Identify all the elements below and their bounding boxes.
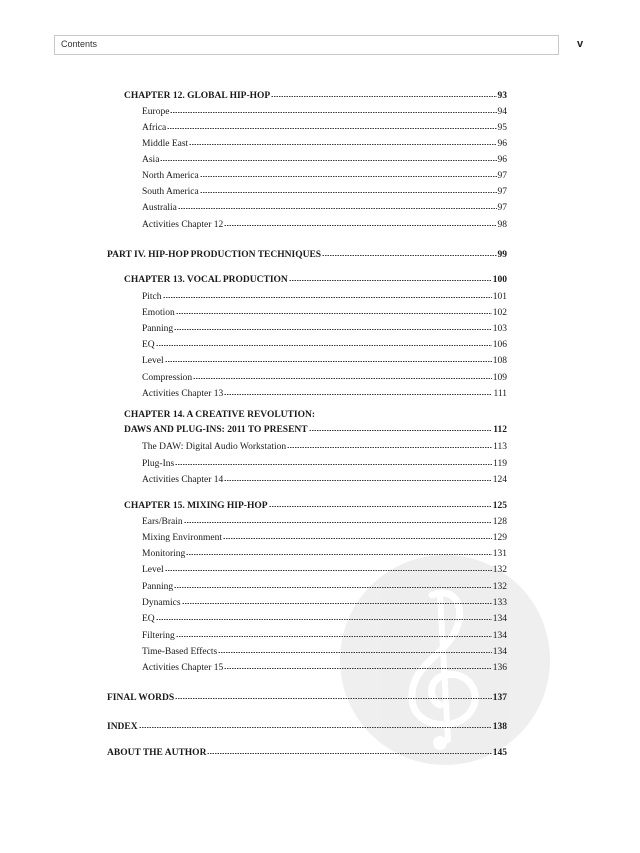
leader-dots: [174, 320, 492, 331]
leader-dots: [289, 271, 492, 282]
leader-dots: [174, 578, 492, 589]
leader-dots: [269, 497, 492, 508]
leader-dots: [309, 421, 493, 432]
leader-dots: [163, 288, 492, 299]
leader-dots: [184, 513, 492, 524]
toc-entry[interactable]: EQ 134: [142, 610, 507, 625]
toc-entry[interactable]: Level 132: [142, 561, 507, 576]
leader-dots: [178, 199, 497, 210]
leader-dots: [175, 689, 492, 700]
toc-entry[interactable]: North America 97: [142, 167, 507, 182]
toc-entry[interactable]: Activities Chapter 14 124: [142, 471, 507, 486]
toc-entry[interactable]: Time-Based Effects 134: [142, 643, 507, 658]
leader-dots: [200, 167, 497, 178]
leader-dots: [224, 385, 492, 396]
toc-entry[interactable]: Europe 94: [142, 103, 507, 118]
toc-entry-chapter-13[interactable]: CHAPTER 13. VOCAL PRODUCTION 100: [124, 271, 507, 286]
leader-dots: [224, 471, 491, 482]
toc-entry[interactable]: Compression 109: [142, 369, 507, 384]
toc-entry[interactable]: Activities Chapter 12 98: [142, 216, 507, 231]
leader-dots: [287, 438, 492, 449]
leader-dots: [175, 455, 492, 466]
toc-entry[interactable]: Level 108: [142, 352, 507, 367]
toc-entry[interactable]: Mixing Environment 129: [142, 529, 507, 544]
toc-entry[interactable]: Ears/Brain 128: [142, 513, 507, 528]
leader-dots: [193, 369, 492, 380]
toc-entry-final-words[interactable]: FINAL WORDS 137: [107, 689, 507, 704]
toc-entry-index[interactable]: INDEX 138: [107, 718, 507, 733]
leader-dots: [200, 183, 497, 194]
leader-dots: [156, 610, 492, 621]
leader-dots: [156, 336, 492, 347]
toc-entry[interactable]: Activities Chapter 13 111: [142, 385, 507, 400]
leader-dots: [167, 119, 496, 130]
toc-entry-part-4[interactable]: PART IV. HIP-HOP PRODUCTION TECHNIQUES 99: [107, 246, 507, 261]
leader-dots: [224, 216, 496, 227]
toc-entry-chapter-14[interactable]: DAWS AND PLUG-INS: 2011 TO PRESENT 112: [124, 421, 507, 436]
leader-dots: [218, 643, 492, 654]
leader-dots: [160, 151, 496, 162]
leader-dots: [165, 352, 492, 363]
toc-entry[interactable]: EQ 106: [142, 336, 507, 351]
section-title: Contents: [61, 39, 98, 49]
toc-entry[interactable]: Panning 103: [142, 320, 507, 335]
leader-dots: [223, 529, 492, 540]
toc-entry[interactable]: Plug-Ins 119: [142, 455, 507, 470]
toc-entry[interactable]: Dynamics 133: [142, 594, 507, 609]
leader-dots: [322, 246, 496, 257]
leader-dots: [224, 659, 491, 670]
toc-entry[interactable]: Asia 96: [142, 151, 507, 166]
toc-entry[interactable]: South America 97: [142, 183, 507, 198]
toc-entry[interactable]: The DAW: Digital Audio Workstation 113: [142, 438, 507, 453]
toc-entry[interactable]: Monitoring 131: [142, 545, 507, 560]
leader-dots: [176, 627, 492, 638]
leader-dots: [186, 545, 491, 556]
leader-dots: [271, 87, 496, 98]
toc-entry-chapter-14-line1: CHAPTER 14. A CREATIVE REVOLUTION:: [124, 410, 315, 420]
page-number: v: [577, 38, 584, 50]
leader-dots: [170, 103, 496, 114]
toc-entry-chapter-12[interactable]: CHAPTER 12. GLOBAL HIP-HOP 93: [124, 87, 507, 102]
toc-entry[interactable]: Africa 95: [142, 119, 507, 134]
toc-entry[interactable]: Emotion 102: [142, 304, 507, 319]
toc-entry[interactable]: Panning 132: [142, 578, 507, 593]
toc-entry[interactable]: Filtering 134: [142, 627, 507, 642]
leader-dots: [207, 744, 491, 755]
leader-dots: [165, 561, 492, 572]
toc-entry-chapter-15[interactable]: CHAPTER 15. MIXING HIP-HOP 125: [124, 497, 507, 512]
leader-dots: [139, 718, 492, 729]
leader-dots: [182, 594, 492, 605]
leader-dots: [176, 304, 492, 315]
leader-dots: [189, 135, 496, 146]
toc-entry[interactable]: Pitch 101: [142, 288, 507, 303]
toc-entry[interactable]: Activities Chapter 15 136: [142, 659, 507, 674]
toc-entry[interactable]: Middle East 96: [142, 135, 507, 150]
toc-entry-about-the-author[interactable]: ABOUT THE AUTHOR 145: [107, 744, 507, 759]
toc-entry[interactable]: Australia 97: [142, 199, 507, 214]
